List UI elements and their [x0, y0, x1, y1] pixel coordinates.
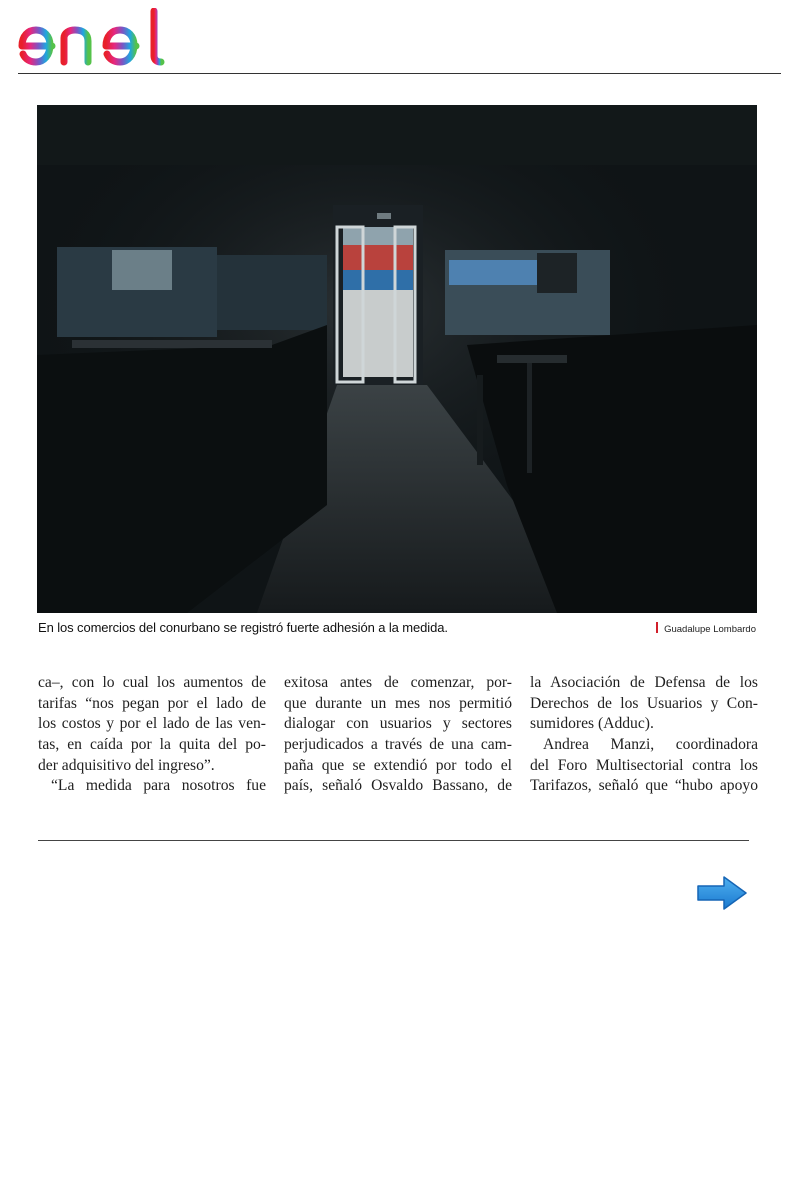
- text-line: del Foro Multisectorial contra los: [530, 756, 758, 774]
- next-page-button[interactable]: [696, 875, 748, 911]
- text-line: tarifas “nos pegan por el lado de: [38, 694, 266, 712]
- text-line: paña que se extendió por todo el: [284, 756, 512, 774]
- text-line: la Asociación de Defensa de los: [530, 674, 758, 691]
- text-line: Tarifazos, señaló que “hubo apoyo: [530, 777, 758, 795]
- text-line: que durante un mes nos permitió: [284, 694, 512, 712]
- article-column-2: [284, 673, 512, 797]
- text-line: der adquisitivo del ingreso”.: [38, 756, 215, 774]
- article-photo: [37, 105, 757, 613]
- text-line: ca–, con lo cual los aumentos de: [38, 674, 266, 691]
- text-line: “La medida para nosotros fue: [51, 777, 266, 795]
- text-line: país, señaló Osvaldo Bassano, de: [284, 777, 512, 795]
- text-line: dialogar con usuarios y sectores: [284, 715, 512, 733]
- photo-credit-text: Guadalupe Lombardo: [664, 624, 756, 635]
- photo-caption: En los comercios del conurbano se registró fuerte adhesión a la medida.: [38, 620, 448, 635]
- arrow-right-icon: [696, 875, 748, 911]
- text-line: Andrea Manzi, coordinadora: [543, 736, 758, 754]
- text-line: tas, en caída por la quita del po-: [38, 736, 266, 754]
- text-line: perjudicados a través de una cam-: [284, 736, 512, 754]
- photo-credit: [656, 622, 756, 635]
- article-column-1: [38, 673, 266, 797]
- text-line: sumidores (Adduc).: [530, 715, 654, 733]
- credit-marker: [656, 622, 658, 633]
- text-line: los costos y por el lado de las ven-: [38, 715, 266, 733]
- enel-logo: [16, 8, 182, 70]
- text-line: exitosa antes de comenzar, por-: [284, 674, 512, 691]
- page-divider: [38, 840, 749, 841]
- text-line: Derechos de los Usuarios y Con-: [530, 694, 758, 712]
- header-divider: [18, 73, 781, 74]
- article-column-3: [530, 673, 758, 797]
